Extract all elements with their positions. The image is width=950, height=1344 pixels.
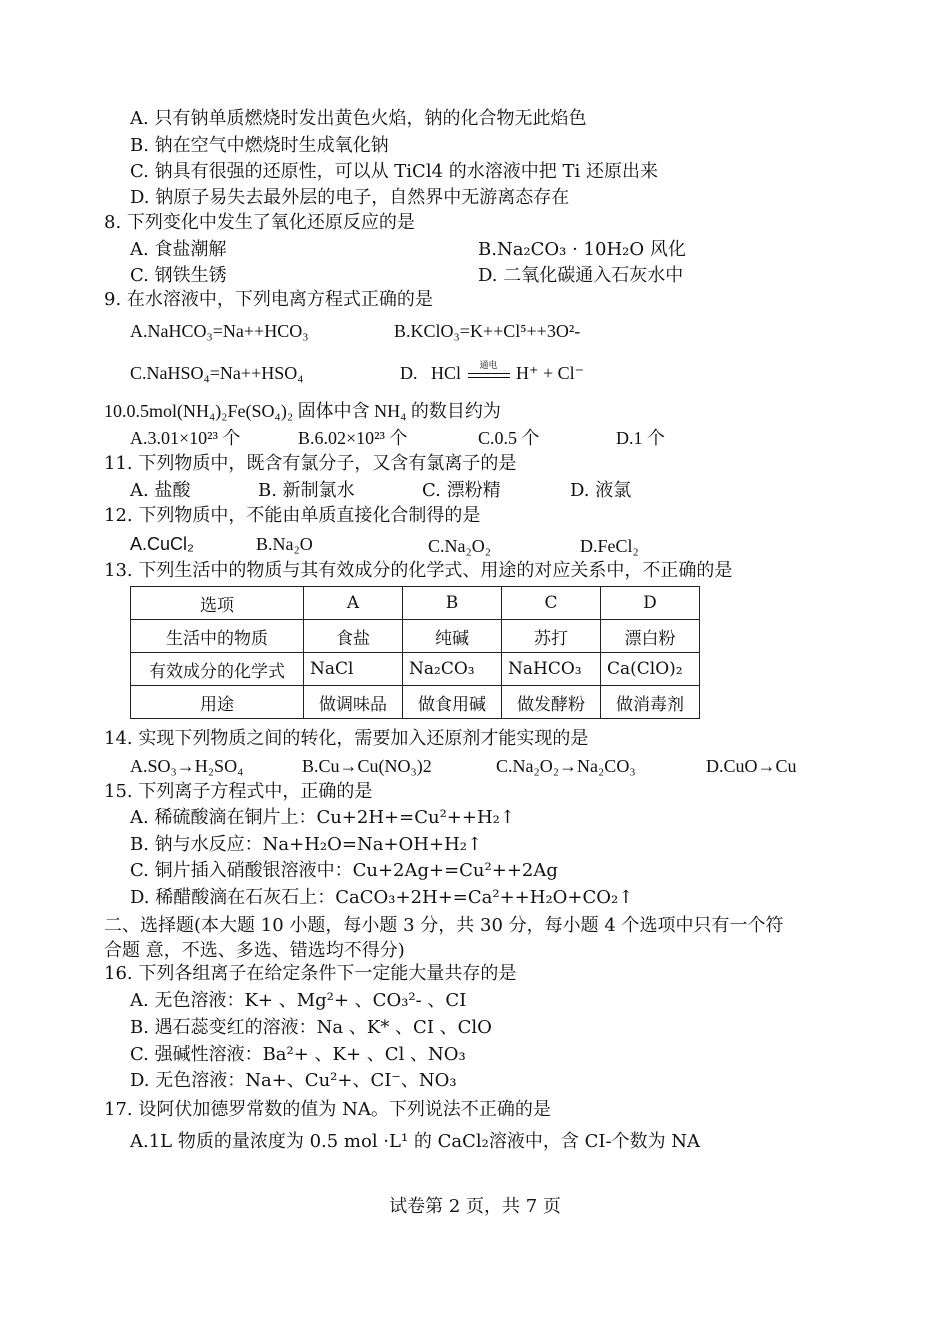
q14-option-d: D.CuO→Cu: [706, 756, 797, 776]
q13-stem: 13. 下列生活中的物质与其有效成分的化学式、用途的对应关系中，不正确的是: [104, 560, 733, 581]
q11-stem: 11. 下列物质中，既含有氯分子，又含有氯离子的是: [104, 453, 517, 474]
q12-stem: 12. 下列物质中，不能由单质直接化合制得的是: [104, 505, 481, 526]
q8-option-d: D. 二氧化碳通入石灰水中: [478, 265, 684, 286]
q15-option-d: D. 稀醋酸滴在石灰石上：CaCO₃+2H+=Ca²++H₂O+CO₂↑: [130, 887, 634, 908]
q9-option-b: B.KClO₃=K++Cl⁵++3O²-: [394, 321, 581, 341]
table-row: [131, 653, 700, 686]
section-2-heading-line1: 二、选择题(本大题 10 小题，每小题 3 分，共 30 分，每小题 4 个选项中只有一个符: [104, 915, 784, 936]
table-cell: 做食用碱: [403, 686, 502, 719]
q8-option-c: C. 钢铁生锈: [130, 265, 227, 286]
table-cell: NaCl: [304, 653, 403, 686]
table-cell: C: [502, 587, 601, 620]
q7-option-a: A. 只有钠单质燃烧时发出黄色火焰，钠的化合物无此焰色: [130, 108, 587, 129]
table-cell: 纯碱: [403, 620, 502, 653]
table-cell: 食盐: [304, 620, 403, 653]
table-cell: NaHCO₃: [502, 653, 601, 686]
q15-stem: 15. 下列离子方程式中，正确的是: [104, 781, 373, 802]
q7-option-c: C. 钠具有很强的还原性，可以从 TiCl4 的水溶液中把 Ti 还原出来: [130, 161, 658, 182]
q15-option-c: C. 铜片插入硝酸银溶液中：Cu+2Ag+=Cu²++2Ag: [130, 860, 558, 881]
q13-table: [130, 586, 700, 719]
q11-option-d: D. 液氯: [570, 480, 632, 501]
q16-option-d: D. 无色溶液：Na+、Cu²+、CI⁻、NO₃: [130, 1070, 457, 1091]
table-cell: D: [601, 587, 700, 620]
q8-stem: 8. 下列变化中发生了氧化还原反应的是: [104, 212, 415, 233]
electrolysis-equals-sign: [466, 359, 512, 386]
q9-stem: 9. 在水溶液中，下列电离方程式正确的是: [104, 289, 433, 310]
q15-option-a: A. 稀硫酸滴在铜片上：Cu+2H+=Cu²++H₂↑: [130, 807, 515, 828]
q10-option-c: C.0.5 个: [478, 428, 540, 448]
q8-option-a: A. 食盐潮解: [130, 239, 227, 260]
q12-option-b: B.Na₂O: [256, 534, 313, 554]
q10-stem: 10.0.5mol(NH₄)₂Fe(SO₄)₂ 固体中含 NH₄ 的数目约为: [104, 401, 501, 421]
q14-option-a: A.SO₃→H₂SO₄: [130, 756, 244, 776]
q12-option-a: A.CuCl₂: [130, 534, 195, 554]
q7-option-d: D. 钠原子易失去最外层的电子，自然界中无游离态存在: [130, 187, 570, 208]
table-cell: 选项: [131, 587, 304, 620]
table-cell: 做调味品: [304, 686, 403, 719]
q15-option-b: B. 钠与水反应：Na+H₂O=Na+OH+H₂↑: [130, 834, 483, 855]
q10-option-a: A.3.01×10²³ 个: [130, 428, 241, 448]
q9-d-prefix: D.: [400, 363, 418, 383]
q17-option-a: A.1L 物质的量浓度为 0.5 mol ·L¹ 的 CaCl₂溶液中，含 CI-个数为 NA: [130, 1131, 701, 1152]
q14-option-b: B.Cu→Cu(NO₃)2: [302, 756, 432, 776]
q9-d-condition: 通电: [479, 359, 498, 370]
table-cell: 漂白粉: [601, 620, 700, 653]
q10-option-d: D.1 个: [616, 428, 665, 448]
table-cell: A: [304, 587, 403, 620]
page-footer: 试卷第 2 页，共 7 页: [389, 1196, 561, 1217]
q9-option-d: [400, 359, 585, 386]
q7-option-b: B. 钠在空气中燃烧时生成氧化钠: [130, 135, 389, 156]
q12-option-c: C.Na₂O₂: [428, 536, 492, 556]
q16-option-c: C. 强碱性溶液：Ba²+ 、K+ 、Cl 、NO₃: [130, 1044, 466, 1065]
table-cell: 苏打: [502, 620, 601, 653]
q9-d-left: HCl: [431, 363, 462, 383]
table-row: [131, 686, 700, 719]
table-cell: Ca(ClO)₂: [601, 653, 700, 686]
q9-option-a: A.NaHCO₃=Na++HCO₃: [130, 321, 309, 341]
q12-option-d: D.FeCl₂: [580, 536, 639, 556]
table-cell: 做发酵粉: [502, 686, 601, 719]
q10-option-b: B.6.02×10²³ 个: [298, 428, 408, 448]
q9-d-right: H⁺ + Cl⁻: [516, 363, 585, 383]
q11-option-b: B. 新制氯水: [258, 480, 355, 501]
q17-stem: 17. 设阿伏加德罗常数的值为 NA。下列说法不正确的是: [104, 1099, 551, 1120]
table-cell: 做消毒剂: [601, 686, 700, 719]
table-cell: Na₂CO₃: [403, 653, 502, 686]
q16-option-b: B. 遇石蕊变红的溶液：Na 、K* 、CI 、ClO: [130, 1017, 492, 1038]
table-cell: 生活中的物质: [131, 620, 304, 653]
q8-option-b: B.Na₂CO₃ · 10H₂O 风化: [478, 239, 686, 260]
q16-stem: 16. 下列各组离子在给定条件下一定能大量共存的是: [104, 963, 517, 984]
table-cell: 有效成分的化学式: [131, 653, 304, 686]
q14-option-c: C.Na₂O₂→Na₂CO₃: [496, 756, 636, 776]
q16-option-a: A. 无色溶液：K+ 、Mg²+ 、CO₃²- 、CI: [130, 990, 467, 1011]
q9-option-c: C.NaHSO₄=Na++HSO₄: [130, 363, 304, 383]
table-row: [131, 587, 700, 620]
table-cell: B: [403, 587, 502, 620]
section-2-heading-line2: 合题 意，不选、多选、错选均不得分): [104, 940, 405, 961]
q14-stem: 14. 实现下列物质之间的转化，需要加入还原剂才能实现的是: [104, 728, 589, 749]
q11-option-a: A. 盐酸: [130, 480, 191, 501]
table-row: [131, 620, 700, 653]
table-cell: 用途: [131, 686, 304, 719]
q11-option-c: C. 漂粉精: [422, 480, 501, 501]
